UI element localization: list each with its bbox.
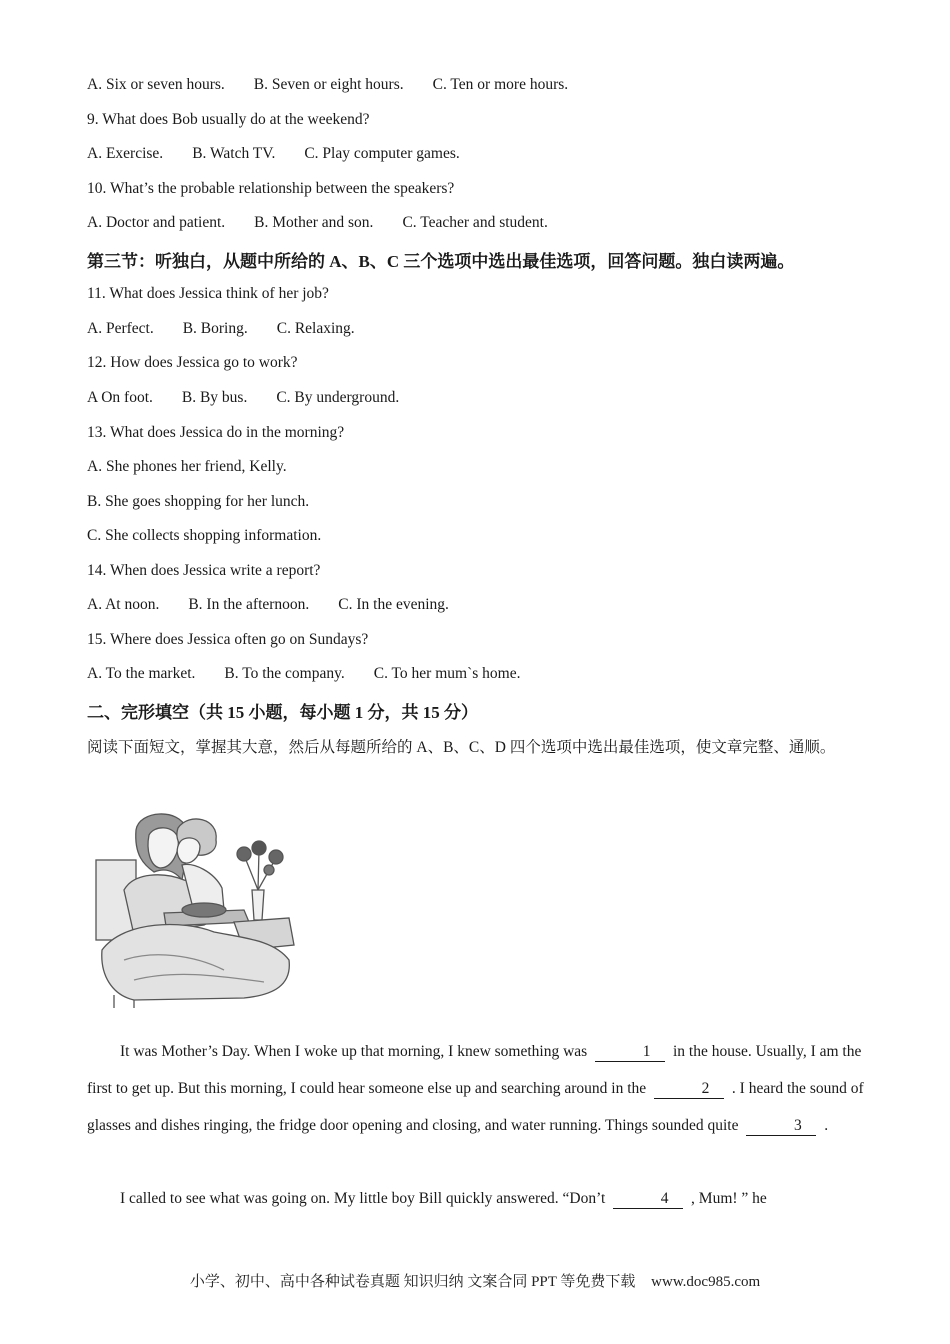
q15-option-b: B. To the company. <box>224 665 345 682</box>
q9-options <box>87 145 460 163</box>
passage-text: I called to see what was going on. My little boy Bill quickly answered. “Don’t <box>120 1190 606 1207</box>
q11-question: 11. What does Jessica think of her job? <box>87 285 329 302</box>
blank-1: 1 <box>595 1043 665 1062</box>
q11-option-a: A. Perfect. <box>87 320 154 337</box>
blank-2: 2 <box>654 1080 724 1099</box>
q13-question: 13. What does Jessica do in the morning? <box>87 424 345 441</box>
q10-option-c: C. Teacher and student. <box>402 214 548 231</box>
mother-child-illustration <box>94 810 299 1010</box>
q8-option-b: B. Seven or eight hours. <box>253 76 404 93</box>
q12-option-b: B. By bus. <box>181 389 248 406</box>
q9-question: 9. What does Bob usually do at the weekend? <box>87 111 370 128</box>
q13-option-b: B. She goes shopping for her lunch. <box>87 493 310 510</box>
blank-3: 3 <box>746 1117 816 1136</box>
q15-option-a: A. To the market. <box>87 665 196 682</box>
q12-option-c: C. By underground. <box>276 389 400 406</box>
q10-option-a: A. Doctor and patient. <box>87 214 226 231</box>
q9-option-b: B. Watch TV. <box>192 145 276 162</box>
q14-options <box>87 596 449 614</box>
q12-option-a: A On foot. <box>87 389 153 406</box>
q11-option-c: C. Relaxing. <box>276 320 355 337</box>
q8-option-c: C. Ten or more hours. <box>432 76 569 93</box>
passage-paragraph-2 <box>87 1180 877 1217</box>
passage-text: . <box>824 1117 829 1134</box>
q13-option-c: C. She collects shopping information. <box>87 527 322 544</box>
passage-text: . I heard the sound of glasses and dishes ringing, the fridge door opening and closing, and water running. Things sounded quite <box>87 1080 864 1134</box>
q10-question: 10. What’s the probable relationship between the speakers? <box>87 180 455 197</box>
q14-option-b: B. In the afternoon. <box>188 596 310 613</box>
q8-options <box>87 76 568 94</box>
q8-option-a: A. Six or seven hours. <box>87 76 225 93</box>
passage-paragraph-1 <box>87 1033 877 1144</box>
part2-instruction: 阅读下面短文，掌握其大意，然后从每题所给的 A、B、C、D 四个选项中选出最佳选项，使文章完整、通顺。 <box>87 739 836 756</box>
q12-question: 12. How does Jessica go to work? <box>87 354 298 371</box>
q11-options <box>87 320 355 338</box>
q11-option-b: B. Boring. <box>182 320 248 337</box>
q10-option-b: B. Mother and son. <box>254 214 374 231</box>
q15-option-c: C. To her mum`s home. <box>373 665 521 682</box>
q9-option-c: C. Play computer games. <box>304 145 460 162</box>
blank-4: 4 <box>613 1190 683 1209</box>
section3-heading: 第三节：听独白，从题中所给的 A、B、C 三个选项中选出最佳选项，回答问题。独白读两遍。 <box>87 252 795 271</box>
page-footer <box>0 1270 950 1291</box>
footer-url[interactable]: www.doc985.com <box>651 1274 761 1290</box>
q14-option-c: C. In the evening. <box>338 596 449 613</box>
q15-options <box>87 665 520 683</box>
passage-text: in the house. Usually, I am the first to get up. But this morning, I could hear someone else up and searching around in the <box>87 1043 862 1097</box>
q12-options <box>87 389 399 407</box>
passage-text: It was Mother’s Day. When I woke up that morning, I knew something was <box>120 1043 588 1060</box>
passage-text: , Mum! ” he <box>691 1190 767 1207</box>
q13-option-a: A. She phones her friend, Kelly. <box>87 458 287 475</box>
q14-question: 14. When does Jessica write a report? <box>87 562 321 579</box>
footer-text: 小学、初中、高中各种试卷真题 知识归纳 文案合同 PPT 等免费下载 <box>189 1274 636 1290</box>
q15-question: 15. Where does Jessica often go on Sundays? <box>87 631 369 648</box>
part2-heading: 二、完形填空（共 15 小题，每小题 1 分，共 15 分） <box>87 703 478 722</box>
q10-options <box>87 214 548 232</box>
q14-option-a: A. At noon. <box>87 596 160 613</box>
q9-option-a: A. Exercise. <box>87 145 164 162</box>
